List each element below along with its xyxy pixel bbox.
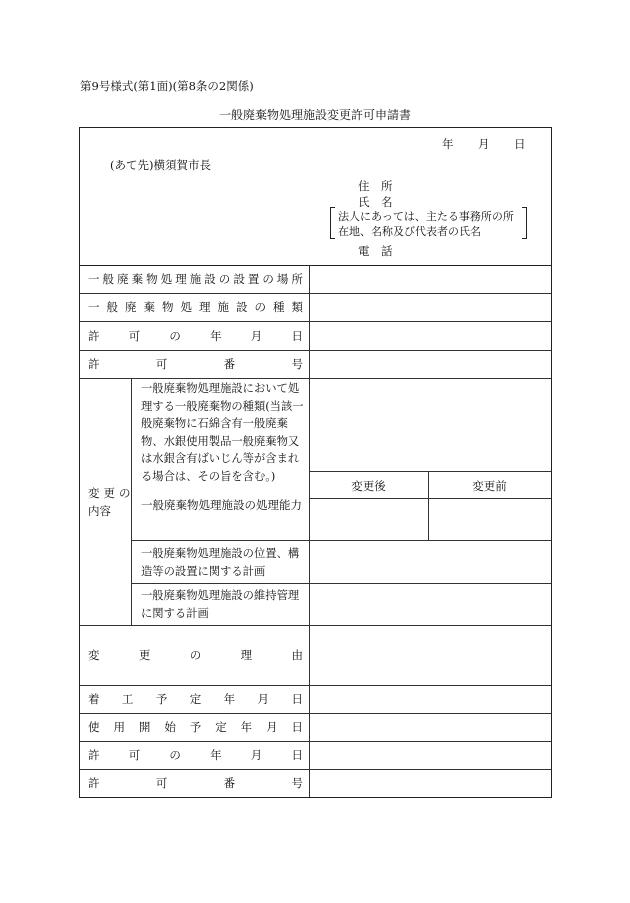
application-form xyxy=(79,127,552,798)
row-permit-number-2-label: 許 可 番 号 xyxy=(88,776,303,790)
form-number: 第9号様式(第1面)(第8条の2関係) xyxy=(80,79,254,93)
bracket-right xyxy=(522,207,527,239)
row-reason-label: 変 更 の 理 由 xyxy=(88,648,303,662)
change-after-header: 変更後 xyxy=(351,479,386,493)
date-month: 月 xyxy=(478,137,490,151)
row-start-date-label: 着 工 予 定 年 月 日 xyxy=(88,692,303,706)
row-facility-type-label: 一 般 廃 棄 物 処 理 施 設 の 種 類 xyxy=(88,300,303,314)
change-label-line1: 変更の xyxy=(88,486,135,500)
document-title: 一般廃棄物処理施設変更許可申請書 xyxy=(218,108,411,122)
address-label: 住 所 xyxy=(358,179,393,193)
row-use-start-date-label: 使 用 開 始 予 定 年 月 日 xyxy=(88,720,303,734)
addressee: (あて先)横須賀市長 xyxy=(110,158,211,172)
row-permit-date-2-label: 許 可 の 年 月 日 xyxy=(88,748,303,762)
row-permit-date-label: 許 可 の 年 月 日 xyxy=(88,328,303,343)
change-waste-type: 一般廃棄物処理施設において処理する一般廃棄物の種類(当該一般廃棄物に石綿含有一般廃棄物、水銀使用製品一般廃棄物又は水銀含有ばいじん等が含まれる場合は、その旨を含む。) xyxy=(141,382,304,483)
row-location-label: 一 般 廃 棄 物 処 理 施 設 の 設 置 の 場 所 xyxy=(88,272,303,286)
change-maintenance-plan: 一般廃棄物処理施設の維持管理に関する計画 xyxy=(141,589,300,620)
date-year: 年 xyxy=(442,137,454,151)
change-label-line2: 内容 xyxy=(88,504,111,518)
change-location-plan: 一般廃棄物処理施設の位置、構造等の設置に関する計画 xyxy=(141,547,300,578)
name-label: 氏 名 xyxy=(358,195,393,209)
bracket-left xyxy=(330,207,335,239)
change-capacity: 一般廃棄物処理施設の処理能力 xyxy=(141,498,302,512)
corporate-note-line2: 在地、名称及び代表者の氏名 xyxy=(338,225,481,238)
row-permit-number-label: 許 可 番 号 xyxy=(88,357,303,371)
corporate-note-line1: 法人にあっては、主たる事務所の所 xyxy=(338,210,514,223)
date-day: 日 xyxy=(514,137,526,151)
change-before-header: 変更前 xyxy=(472,479,507,493)
phone-label: 電 話 xyxy=(358,244,393,258)
